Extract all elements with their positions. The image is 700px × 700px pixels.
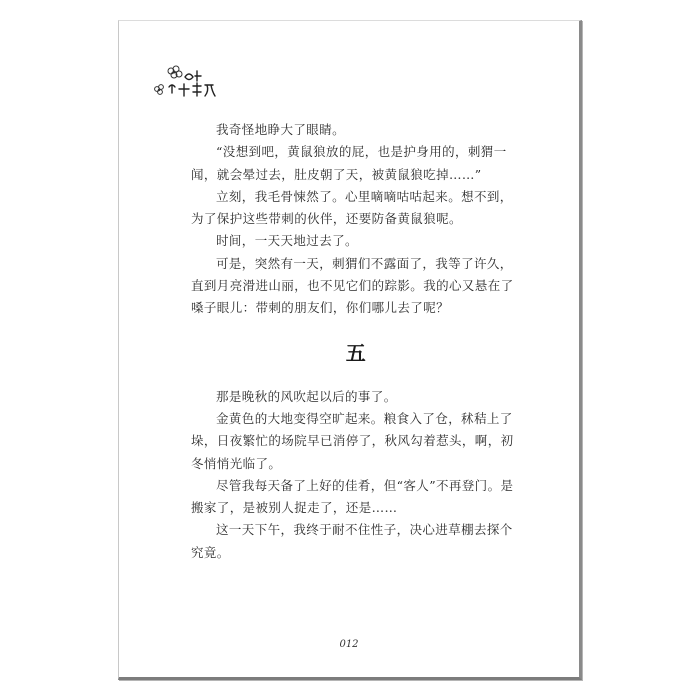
paragraph: 这一天下午，我终于耐不住性子，决心进草棚去探个究竟。 [191, 522, 513, 560]
paragraph: 我奇怪地睁大了眼睛。 [216, 122, 346, 137]
paragraph: “没想到吧，黄鼠狼放的屁，也是护身用的，刺猬一闻，就会晕过去，肚皮朝了天，被黄鼠狼吃掉……” [191, 144, 507, 182]
body-text [191, 119, 521, 564]
chapter-heading: 五 [345, 340, 367, 365]
paragraph: 那是晚秋的风吹起以后的事了。 [216, 388, 397, 404]
paragraph: 立刻，我毛骨悚然了。心里嘀嘀咕咕起来。想不到，为了保护这些带刺的伙伴，还要防备黄鼠狼呢。 [191, 188, 513, 227]
paragraph: 尽管我每天备了上好的佳肴，但“客人”不再登门。是搬家了，是被别人捉走了，还是…… [191, 477, 514, 516]
paragraph: 金黄色的大地变得空旷起来。粮食入了仓，秫秸上了垛，日夜繁忙的场院早已消停了，秋风勾着惹头，啊，初冬悄悄光临了。 [191, 410, 514, 471]
book-page [118, 20, 582, 680]
page-number: 012 [339, 639, 359, 650]
paragraph: 时间，一天天地过去了。 [216, 233, 358, 249]
paragraph: 可是，突然有一天，刺猬们不露面了，我等了许久，直到月亮滑进山丽，也不见它们的踪影。我的心又悬在了嗓子眼儿：带刺的朋友们，你们哪儿去了呢？ [191, 255, 514, 316]
series-logo [149, 59, 229, 105]
series-logo-graphic [149, 59, 229, 105]
